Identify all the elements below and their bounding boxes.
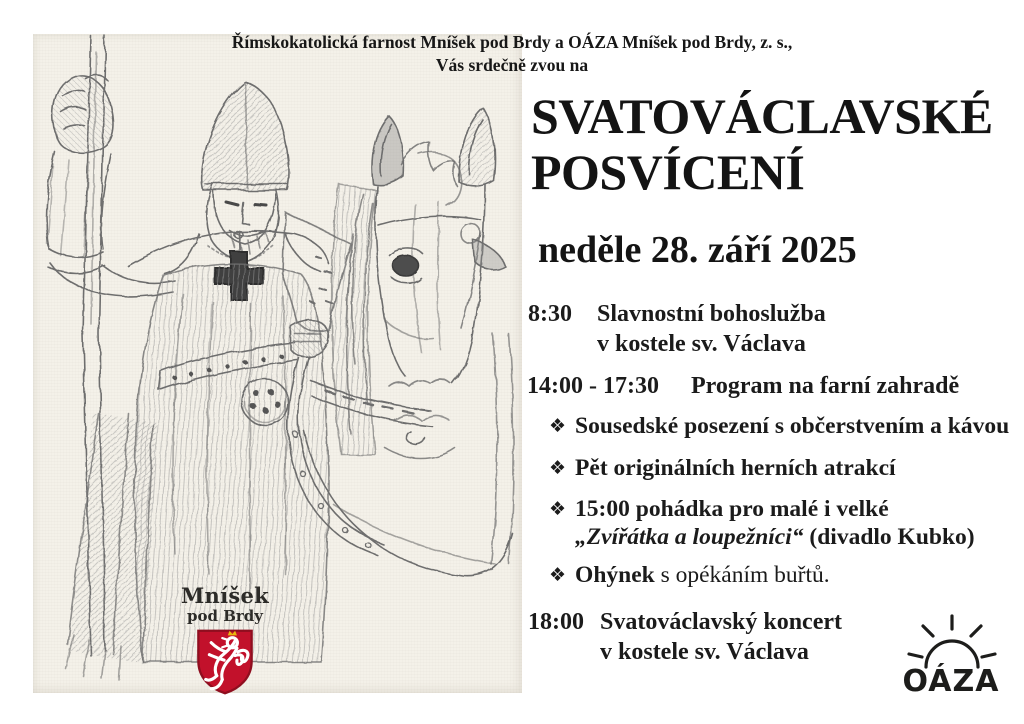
schedule-text-line2: v kostele sv. Václava <box>597 331 806 357</box>
schedule-time: 14:00 - 17:30 <box>527 373 659 399</box>
event-title-line1: SVATOVÁCLAVSKÉ <box>531 88 993 144</box>
program-bullet-2 <box>549 454 896 483</box>
schedule-text-line1: Slavnostní bohoslužba <box>597 301 826 327</box>
bullet-text-line1: 15:00 pohádka pro malé i velké <box>575 496 889 522</box>
schedule-item-afternoon <box>527 371 959 401</box>
mnisek-logo-line1: Mníšek <box>180 583 270 608</box>
play-theatre: (divadlo Kubko) <box>803 524 975 550</box>
diamond-bullet-icon: ❖ <box>549 457 567 479</box>
diamond-bullet-icon: ❖ <box>549 564 567 586</box>
sun-icon <box>909 616 995 667</box>
schedule-text <box>600 607 842 667</box>
schedule-text-line2: v kostele sv. Václava <box>600 639 809 665</box>
mnisek-logo-line2: pod Brdy <box>187 607 263 625</box>
mnisek-coat-of-arms-shield-icon <box>193 628 257 696</box>
event-title <box>531 88 993 200</box>
bullet-text: Pět originálních herních atrakcí <box>575 455 896 481</box>
program-bullet-4 <box>549 561 830 590</box>
schedule-text: Program na farní zahradě <box>691 373 960 399</box>
bullet-regular-text: s opékáním buřtů. <box>654 562 830 588</box>
schedule-text <box>597 299 826 359</box>
header-line2: Vás srdečně zvou na <box>435 55 589 75</box>
bullet-text-line2 <box>575 523 975 551</box>
schedule-text-line1: Svatováclavský koncert <box>600 609 842 635</box>
oaza-wordmark: OÁZA <box>902 664 1000 695</box>
event-title-line2: POSVÍCENÍ <box>531 144 805 200</box>
schedule-item-morning <box>528 299 826 359</box>
bullet-text <box>575 561 830 589</box>
diamond-bullet-icon: ❖ <box>549 498 567 520</box>
schedule-item-evening <box>528 607 842 667</box>
schedule-time: 8:30 <box>528 301 572 327</box>
diamond-bullet-icon: ❖ <box>549 415 567 437</box>
play-title-quoted: „Zvířátka a loupežníci“ <box>575 524 804 550</box>
header-line1: Římskokatolická farnost Mníšek pod Brdy a OÁZA Mníšek pod Brdy, z. s., <box>231 32 793 52</box>
oaza-logo <box>898 611 1002 695</box>
mnisek-pod-brdy-logo <box>177 584 273 696</box>
program-bullet-1 <box>549 412 1009 441</box>
sketch-paper <box>33 34 522 693</box>
program-bullet-3 <box>549 495 975 551</box>
bullet-text <box>575 495 975 551</box>
wenceslas-knight-horse-sketch-illustration <box>33 34 522 693</box>
event-date: neděle 28. září 2025 <box>538 229 857 271</box>
bullet-bold-word: Ohýnek <box>575 562 655 588</box>
bullet-text: Sousedské posezení s občerstvením a kávou <box>575 413 1010 439</box>
schedule-time: 18:00 <box>528 609 584 635</box>
header-invitation <box>0 31 1024 77</box>
